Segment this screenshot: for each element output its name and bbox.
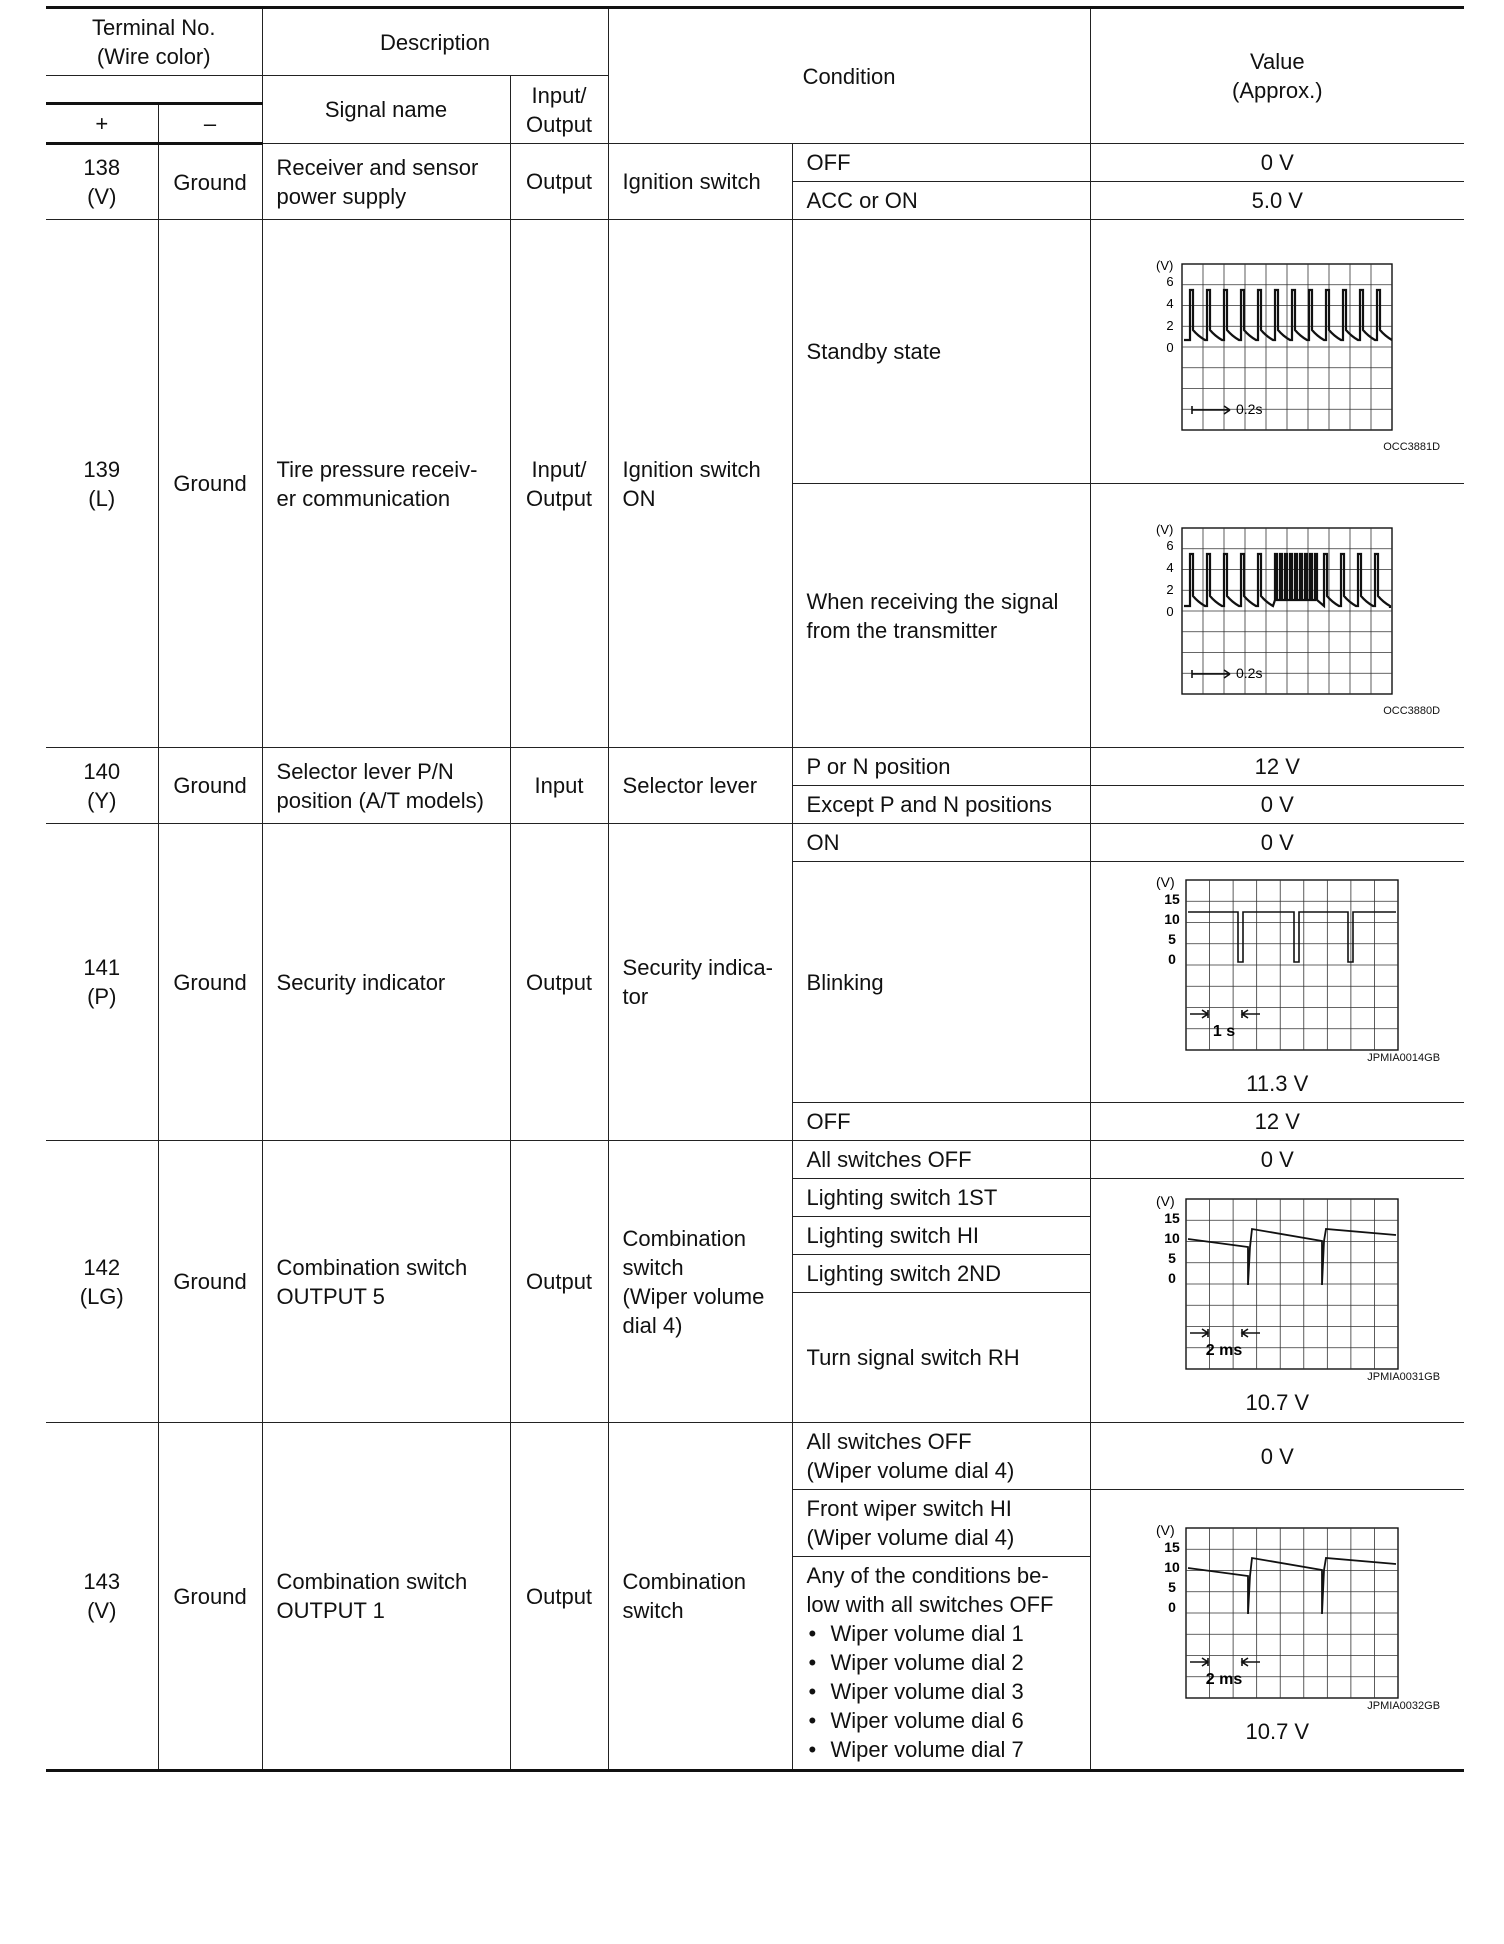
cond-141-on: ON bbox=[792, 824, 1090, 862]
scope-y-tick: 0 bbox=[1168, 1269, 1177, 1286]
signal-142: Combination switch OUTPUT 5 bbox=[262, 1141, 510, 1423]
io-142: Output bbox=[510, 1141, 608, 1423]
ground-142: Ground bbox=[158, 1141, 262, 1423]
list-item: • Wiper volume dial 6 bbox=[807, 1706, 1076, 1735]
scope-y-tick: 10 bbox=[1164, 1558, 1181, 1575]
terminal-139: 139 (L) bbox=[46, 220, 158, 748]
scope-receiving-figure bbox=[1152, 524, 1402, 704]
scope-y-tick: 5 bbox=[1168, 1249, 1177, 1266]
terminal-141: 141 (P) bbox=[46, 824, 158, 1141]
figure-code: JPMIA0032GB bbox=[1367, 1699, 1441, 1712]
cond-140-except: Except P and N positions bbox=[792, 786, 1090, 824]
cond-143-any-of-text: Any of the conditions be- low with all switches OFF bbox=[806, 1563, 1054, 1617]
header-plus: + bbox=[46, 104, 158, 144]
header-signal-name: Signal name bbox=[262, 76, 510, 144]
waveform-trace bbox=[1188, 1229, 1396, 1285]
scope-y-unit: (V) bbox=[1156, 876, 1175, 890]
terminal-spec-table bbox=[46, 6, 1464, 1772]
signal-141: Security indicator bbox=[262, 824, 510, 1141]
value-139-standby bbox=[1090, 220, 1464, 484]
scope-y-unit: (V) bbox=[1156, 1194, 1175, 1209]
cond-142-all-off: All switches OFF bbox=[792, 1141, 1090, 1179]
cond-main-141: Security indica- tor bbox=[608, 824, 792, 1141]
io-143: Output bbox=[510, 1423, 608, 1771]
cond-main-140: Selector lever bbox=[608, 748, 792, 824]
cond-143-all-off: All switches OFF (Wiper volume dial 4) bbox=[792, 1423, 1090, 1490]
terminal-142: 142 (LG) bbox=[46, 1141, 158, 1423]
ground-138: Ground bbox=[158, 144, 262, 220]
scope-time-label: 0.2s bbox=[1236, 664, 1263, 681]
io-141: Output bbox=[510, 824, 608, 1141]
signal-138: Receiver and sensor power supply bbox=[262, 144, 510, 220]
value-142-all-off: 0 V bbox=[1090, 1141, 1464, 1179]
cond-143-any-of bbox=[792, 1557, 1090, 1771]
value-143-voltage: 10.7 V bbox=[1245, 1718, 1310, 1744]
list-item: • Wiper volume dial 3 bbox=[807, 1677, 1076, 1706]
cond-138-acc-on: ACC or ON bbox=[792, 182, 1090, 220]
value-142-figure-cell bbox=[1090, 1179, 1464, 1423]
scope-y-tick: 10 bbox=[1164, 911, 1181, 927]
scope-y-tick: 5 bbox=[1168, 931, 1177, 947]
list-item: • Wiper volume dial 1 bbox=[807, 1619, 1076, 1648]
cond-142-turn-signal-rh: Turn signal switch RH bbox=[792, 1293, 1090, 1423]
scope-y-tick: 5 bbox=[1168, 1578, 1177, 1595]
figure-code: JPMIA0031GB bbox=[1367, 1370, 1441, 1383]
cond-139-standby: Standby state bbox=[792, 220, 1090, 484]
value-138-off: 0 V bbox=[1090, 144, 1464, 182]
terminal-138: 138 (V) bbox=[46, 144, 158, 220]
cond-142-lighting-2nd: Lighting switch 2ND bbox=[792, 1255, 1090, 1293]
ground-143: Ground bbox=[158, 1423, 262, 1771]
cond-139-receiving: When receiving the signal from the transmitter bbox=[792, 484, 1090, 748]
list-item: • Wiper volume dial 7 bbox=[807, 1735, 1076, 1764]
value-140-except: 0 V bbox=[1090, 786, 1464, 824]
value-141-blinking-voltage: 11.3 V bbox=[1246, 1071, 1309, 1096]
cond-142-lighting-hi: Lighting switch HI bbox=[792, 1217, 1090, 1255]
cond-141-blinking: Blinking bbox=[792, 862, 1090, 1103]
header-terminal-spacer bbox=[46, 76, 262, 104]
scope-y-unit: (V) bbox=[1156, 1523, 1175, 1538]
cond-main-143: Combination switch bbox=[608, 1423, 792, 1771]
scope-y-tick: 6 bbox=[1166, 273, 1174, 289]
value-141-on: 0 V bbox=[1090, 824, 1464, 862]
time-arrow-icon bbox=[1190, 1329, 1260, 1337]
io-138: Output bbox=[510, 144, 608, 220]
io-140: Input bbox=[510, 748, 608, 824]
ground-141: Ground bbox=[158, 824, 262, 1141]
value-138-acc-on: 5.0 V bbox=[1090, 182, 1464, 220]
value-139-receiving bbox=[1090, 484, 1464, 748]
time-arrow-icon bbox=[1190, 1010, 1260, 1018]
scope-y-unit: (V) bbox=[1156, 259, 1174, 273]
waveform-trace bbox=[1188, 1558, 1396, 1614]
cond-143-front-wiper-hi: Front wiper switch HI (Wiper volume dial 4) bbox=[792, 1490, 1090, 1557]
scope-grid bbox=[1182, 264, 1392, 430]
cond-main-142: Combination switch (Wiper volume dial 4) bbox=[608, 1141, 792, 1423]
figure-code: OCC3880D bbox=[1383, 704, 1441, 717]
header-terminal-no: Terminal No. (Wire color) bbox=[46, 8, 262, 76]
io-139: Input/ Output bbox=[510, 220, 608, 748]
scope-y-tick: 10 bbox=[1164, 1229, 1181, 1246]
scope-y-tick: 6 bbox=[1166, 537, 1174, 553]
figure-code: JPMIA0014GB bbox=[1367, 1052, 1441, 1064]
list-item: • Wiper volume dial 2 bbox=[807, 1648, 1076, 1677]
cond-142-lighting-1st: Lighting switch 1ST bbox=[792, 1179, 1090, 1217]
figure-code: OCC3881D bbox=[1383, 440, 1441, 453]
signal-139: Tire pressure receiv- er communication bbox=[262, 220, 510, 748]
scope-time-label: 1 s bbox=[1213, 1023, 1236, 1040]
waveform-trace bbox=[1184, 290, 1392, 340]
value-141-blinking bbox=[1090, 862, 1464, 1103]
waveform-trace bbox=[1188, 912, 1396, 962]
scope-y-tick: 0 bbox=[1168, 1598, 1177, 1615]
scope-y-unit: (V) bbox=[1156, 523, 1174, 537]
ground-140: Ground bbox=[158, 748, 262, 824]
terminal-140: 140 (Y) bbox=[46, 748, 158, 824]
header-description: Description bbox=[262, 8, 608, 76]
header-condition: Condition bbox=[608, 8, 1090, 144]
wiper-dial-list bbox=[807, 1619, 1076, 1764]
value-141-off: 12 V bbox=[1090, 1103, 1464, 1141]
waveform-trace bbox=[1184, 554, 1390, 608]
scope-y-tick: 0 bbox=[1166, 339, 1174, 355]
scope-y-tick: 15 bbox=[1164, 891, 1181, 907]
cond-main-138: Ignition switch bbox=[608, 144, 792, 220]
signal-143: Combination switch OUTPUT 1 bbox=[262, 1423, 510, 1771]
signal-140: Selector lever P/N position (A/T models) bbox=[262, 748, 510, 824]
scope-time-label: 2 ms bbox=[1206, 1670, 1243, 1688]
cond-main-139: Ignition switch ON bbox=[608, 220, 792, 748]
scope-output1-figure bbox=[1152, 1524, 1402, 1699]
cond-140-pn: P or N position bbox=[792, 748, 1090, 786]
scope-time-label: 0.2s bbox=[1236, 400, 1263, 417]
scope-y-tick: 0 bbox=[1166, 603, 1174, 619]
time-arrow-icon bbox=[1190, 1658, 1260, 1666]
scope-y-tick: 15 bbox=[1164, 1209, 1181, 1226]
scope-y-tick: 4 bbox=[1166, 295, 1174, 311]
header-value: Value (Approx.) bbox=[1090, 8, 1464, 144]
scope-time-label: 2 ms bbox=[1206, 1341, 1243, 1359]
terminal-143: 143 (V) bbox=[46, 1423, 158, 1771]
scope-output5-figure bbox=[1152, 1195, 1402, 1370]
value-142-voltage: 10.7 V bbox=[1245, 1389, 1310, 1415]
header-input-output: Input/ Output bbox=[510, 76, 608, 144]
cond-138-off: OFF bbox=[792, 144, 1090, 182]
scope-y-tick: 2 bbox=[1166, 317, 1174, 333]
scope-y-tick: 2 bbox=[1166, 581, 1174, 597]
scope-y-tick: 0 bbox=[1168, 951, 1177, 967]
scope-y-tick: 15 bbox=[1164, 1538, 1181, 1555]
scope-y-tick: 4 bbox=[1166, 559, 1174, 575]
ground-139: Ground bbox=[158, 220, 262, 748]
value-143-figure-cell bbox=[1090, 1490, 1464, 1771]
scope-blinking-figure bbox=[1152, 876, 1402, 1051]
cond-141-off: OFF bbox=[792, 1103, 1090, 1141]
value-140-pn: 12 V bbox=[1090, 748, 1464, 786]
header-minus: – bbox=[158, 104, 262, 144]
scope-standby-figure bbox=[1152, 260, 1402, 440]
value-143-all-off: 0 V bbox=[1090, 1423, 1464, 1490]
